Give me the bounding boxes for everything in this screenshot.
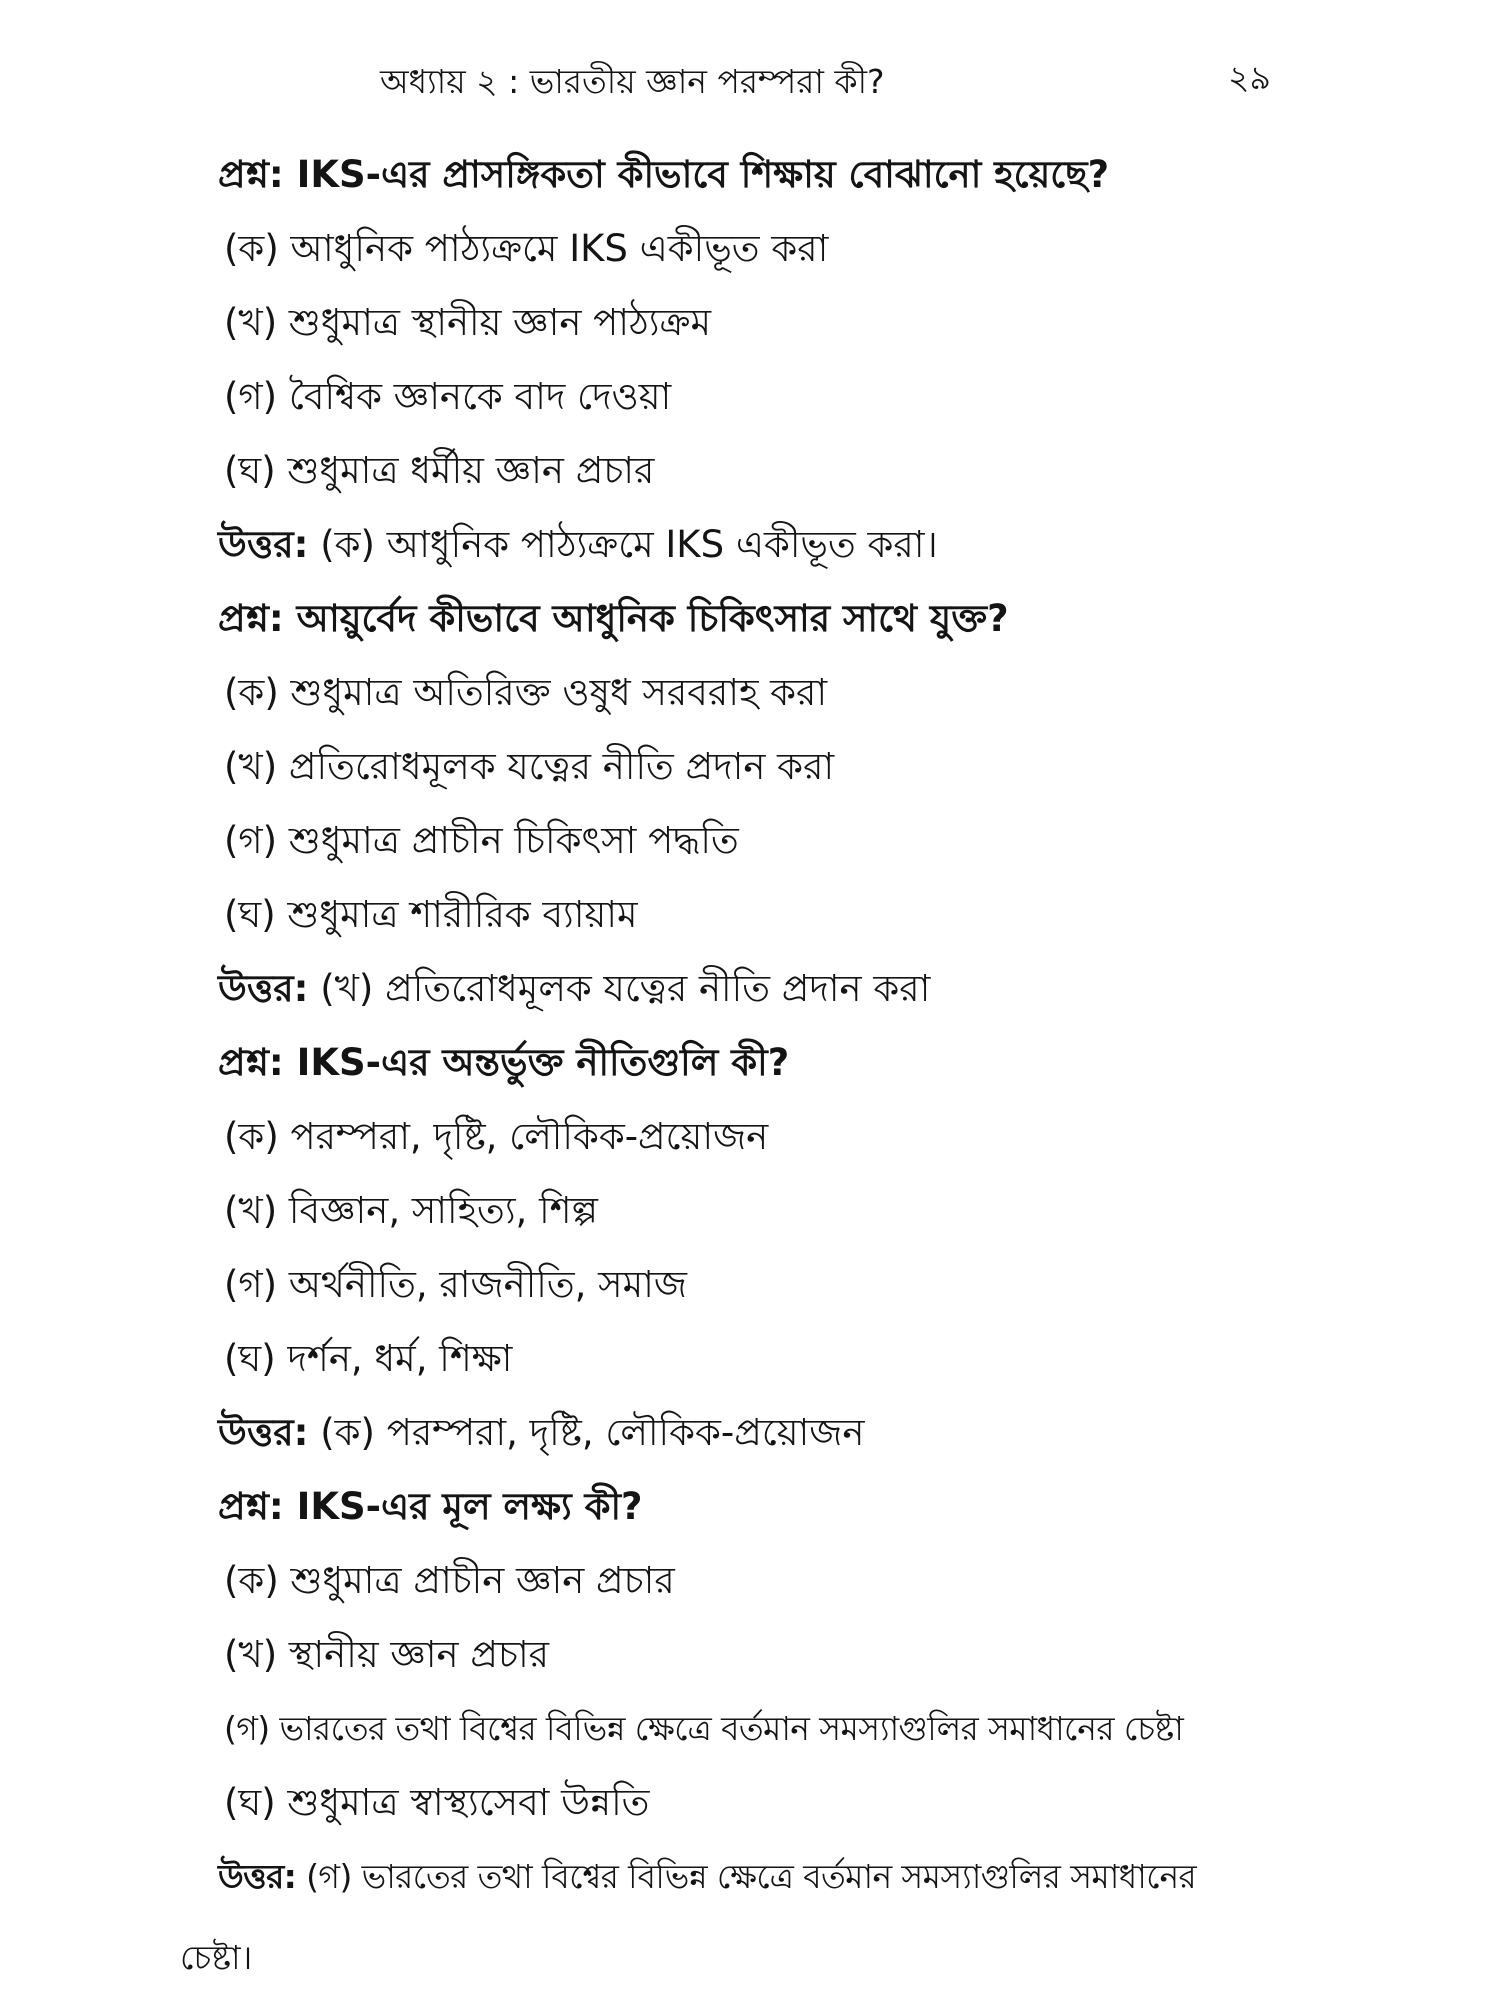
- answer-4: [218, 1840, 1338, 1914]
- option-3-a: (ক) পরম্পরা, দৃষ্টি, লৌকিক-প্রয়োজন: [224, 1115, 769, 1158]
- answer-4-continuation: চেষ্টা।: [180, 1938, 253, 1977]
- option-1-d: (ঘ) শুধুমাত্র ধর্মীয় জ্ঞান প্রচার: [224, 449, 655, 492]
- question-label: প্রশ্ন:: [218, 1041, 284, 1084]
- option-1-a: (ক) আধুনিক পাঠ্যক্রমে IKS একীভূত করা: [224, 227, 829, 270]
- answer-label: উত্তর:: [218, 1857, 297, 1896]
- answer-1: [218, 508, 1338, 582]
- question-2: [218, 582, 1338, 656]
- option-3-c: (গ) অর্থনীতি, রাজনীতি, সমাজ: [224, 1263, 687, 1306]
- page-number: ২৯: [1228, 58, 1271, 97]
- question-text: IKS-এর মূল লক্ষ্য কী?: [296, 1485, 643, 1528]
- question-3: [218, 1026, 1338, 1100]
- answer-text: (গ) ভারতের তথা বিশ্বের বিভিন্ন ক্ষেত্রে বর্তমান সমস্যাগুলির সমাধানের: [306, 1857, 1197, 1896]
- question-label: প্রশ্ন:: [218, 1485, 284, 1528]
- answer-label: উত্তর:: [218, 1411, 309, 1454]
- option-2-a: (ক) শুধুমাত্র অতিরিক্ত ওষুধ সরবরাহ করা: [224, 671, 828, 714]
- question-1: [218, 138, 1338, 212]
- option-3-b: (খ) বিজ্ঞান, সাহিত্য, শিল্প: [224, 1189, 598, 1232]
- answer-3: [218, 1396, 1338, 1470]
- option-4-d: (ঘ) শুধুমাত্র স্বাস্থ্যসেবা উন্নতি: [224, 1781, 650, 1824]
- answer-label: উত্তর:: [218, 523, 309, 566]
- answer-text: (খ) প্রতিরোধমূলক যত্নের নীতি প্রদান করা: [320, 967, 931, 1010]
- question-label: প্রশ্ন:: [218, 153, 284, 196]
- question-text: IKS-এর প্রাসঙ্গিকতা কীভাবে শিক্ষায় বোঝানো হয়েছে?: [296, 153, 1110, 196]
- answer-text: (ক) পরম্পরা, দৃষ্টি, লৌকিক-প্রয়োজন: [320, 1411, 865, 1454]
- running-head: অধ্যায় ২ : ভারতীয় জ্ঞান পরম্পরা কী?: [380, 62, 885, 101]
- answer-text: (ক) আধুনিক পাঠ্যক্রমে IKS একীভূত করা।: [320, 523, 938, 566]
- option-4-c: (গ) ভারতের তথা বিশ্বের বিভিন্ন ক্ষেত্রে বর্তমান সমস্যাগুলির সমাধানের চেষ্টা: [224, 1709, 1184, 1748]
- question-text: আয়ুর্বেদ কীভাবে আধুনিক চিকিৎসার সাথে যুক্ত?: [296, 597, 1009, 640]
- answer-2: [218, 952, 1338, 1026]
- option-2-c: (গ) শুধুমাত্র প্রাচীন চিকিৎসা পদ্ধতি: [224, 819, 739, 862]
- option-3-d: (ঘ) দর্শন, ধর্ম, শিক্ষা: [224, 1337, 513, 1380]
- question-4: [218, 1470, 1338, 1544]
- question-text: IKS-এর অন্তর্ভুক্ত নীতিগুলি কী?: [296, 1041, 790, 1084]
- option-2-b: (খ) প্রতিরোধমূলক যত্নের নীতি প্রদান করা: [224, 745, 835, 788]
- question-label: প্রশ্ন:: [218, 597, 284, 640]
- option-4-a: (ক) শুধুমাত্র প্রাচীন জ্ঞান প্রচার: [224, 1559, 675, 1602]
- answer-label: উত্তর:: [218, 967, 309, 1010]
- option-4-b: (খ) স্থানীয় জ্ঞান প্রচার: [224, 1633, 550, 1676]
- question-list: [218, 138, 1338, 1914]
- option-1-b: (খ) শুধুমাত্র স্থানীয় জ্ঞান পাঠ্যক্রম: [224, 301, 712, 344]
- option-2-d: (ঘ) শুধুমাত্র শারীরিক ব্যায়াম: [224, 893, 638, 936]
- option-1-c: (গ) বৈশ্বিক জ্ঞানকে বাদ দেওয়া: [224, 375, 672, 418]
